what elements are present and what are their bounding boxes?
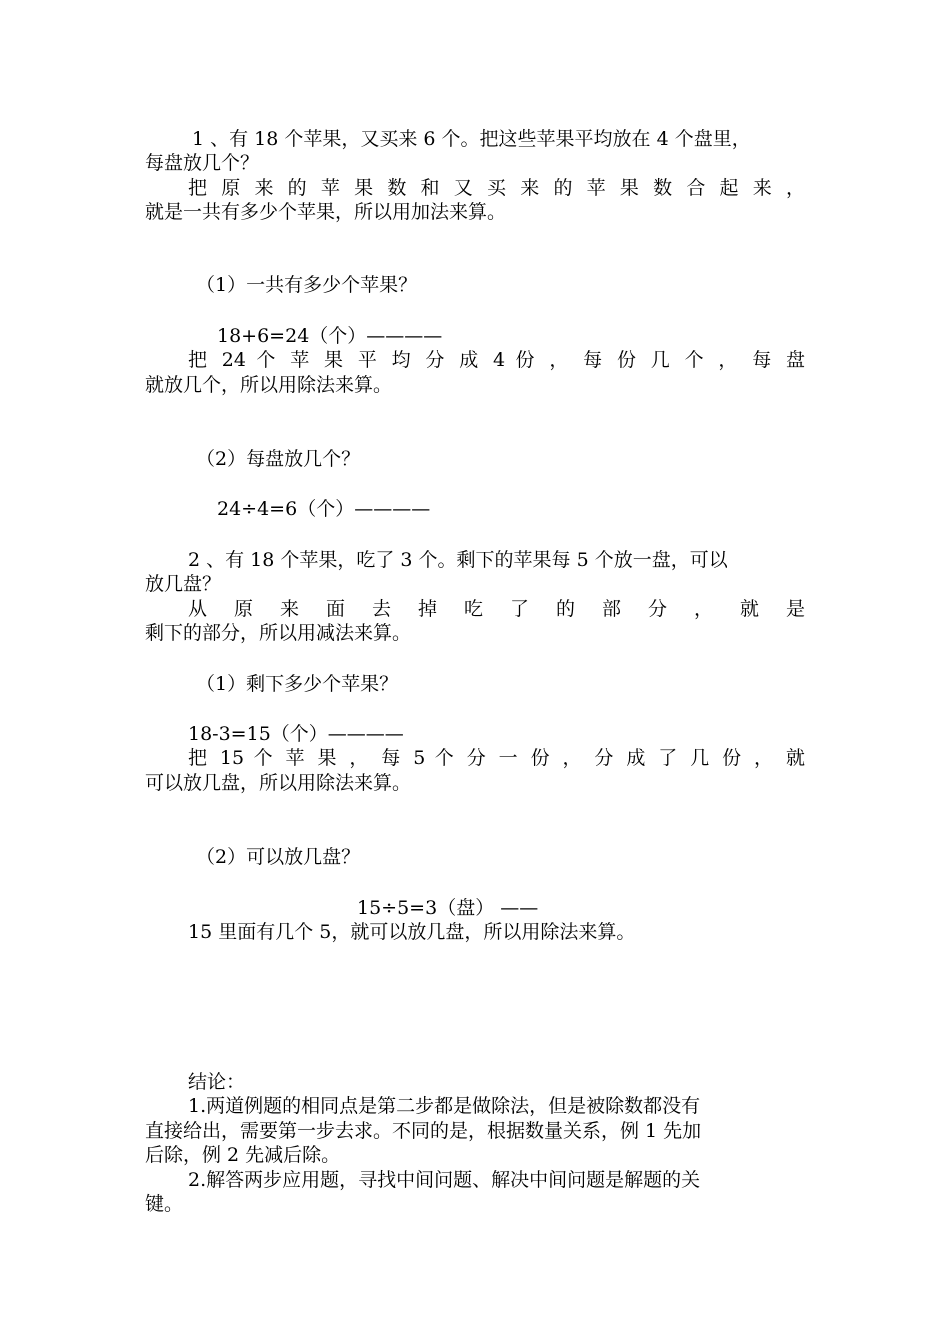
problem1-step2-question: （2）每盘放几个？ [196,448,361,470]
problem2-step2-question: （2）可以放几盘？ [196,846,361,868]
problem1-step1-question: （1）一共有多少个苹果？ [196,274,418,296]
conclusion-point2-line1: 2.解答两步应用题，寻找中间问题、解决中间问题是解题的关 [188,1169,701,1191]
problem1-reason-line2: 就是一共有多少个苹果，所以用加法来算。 [145,201,507,223]
problem1-step2-equation: 24÷4=6（个）———— [217,498,431,520]
conclusion-point1-line3: 后除，例 2 先减后除。 [145,1144,341,1166]
problem2-reason-line1: 从 原 来 面 去 掉 吃 了 的 部 分 ， 就 是 [188,598,805,620]
problem2-step2-reason-line2: 可以放几盘，所以用除法来算。 [145,772,412,794]
problem2-step1-question: （1）剩下多少个苹果？ [196,673,399,695]
problem2-statement-line1: 2 、有 18 个苹果，吃了 3 个。剩下的苹果每 5 个放一盘，可以 [188,549,728,571]
conclusion-heading: 结论： [188,1071,246,1093]
problem2-step2-reason-line1: 把 15 个 苹 果 ， 每 5 个 分 一 份 ， 分 成 了 几 份 ， 就 [188,747,805,769]
problem1-statement-line2: 每盘放几个？ [145,152,260,174]
conclusion-point2-line2: 键。 [145,1193,184,1215]
conclusion-point1-line1: 1.两道例题的相同点是第二步都是做除法，但是被除数都没有 [188,1095,701,1117]
problem1-step1-equation: 18+6=24（个）———— [217,325,443,347]
problem1-reason-line1: 把 原 来 的 苹 果 数 和 又 买 来 的 苹 果 数 合 起 来 ， [188,177,805,199]
problem2-statement-line2: 放几盘？ [145,573,222,595]
problem2-reason-line2: 剩下的部分，所以用减法来算。 [145,622,412,644]
problem2-step2-explanation: 15 里面有几个 5，就可以放几盘，所以用除法来算。 [188,921,636,943]
problem1-step2-reason-line1: 把 24 个 苹 果 平 均 分 成 4 份 ， 每 份 几 个 ， 每 盘 [188,349,805,371]
problem2-step1-equation: 18-3=15（个）———— [188,723,404,745]
conclusion-point1-line2: 直接给出，需要第一步去求。不同的是，根据数量关系，例 1 先加 [145,1120,702,1142]
problem1-step2-reason-line2: 就放几个，所以用除法来算。 [145,374,393,396]
problem2-step2-equation: 15÷5=3（盘） —— [357,897,539,919]
problem1-statement-line1: 1 、有 18 个苹果，又买来 6 个。把这些苹果平均放在 4 个盘里， [192,128,751,150]
